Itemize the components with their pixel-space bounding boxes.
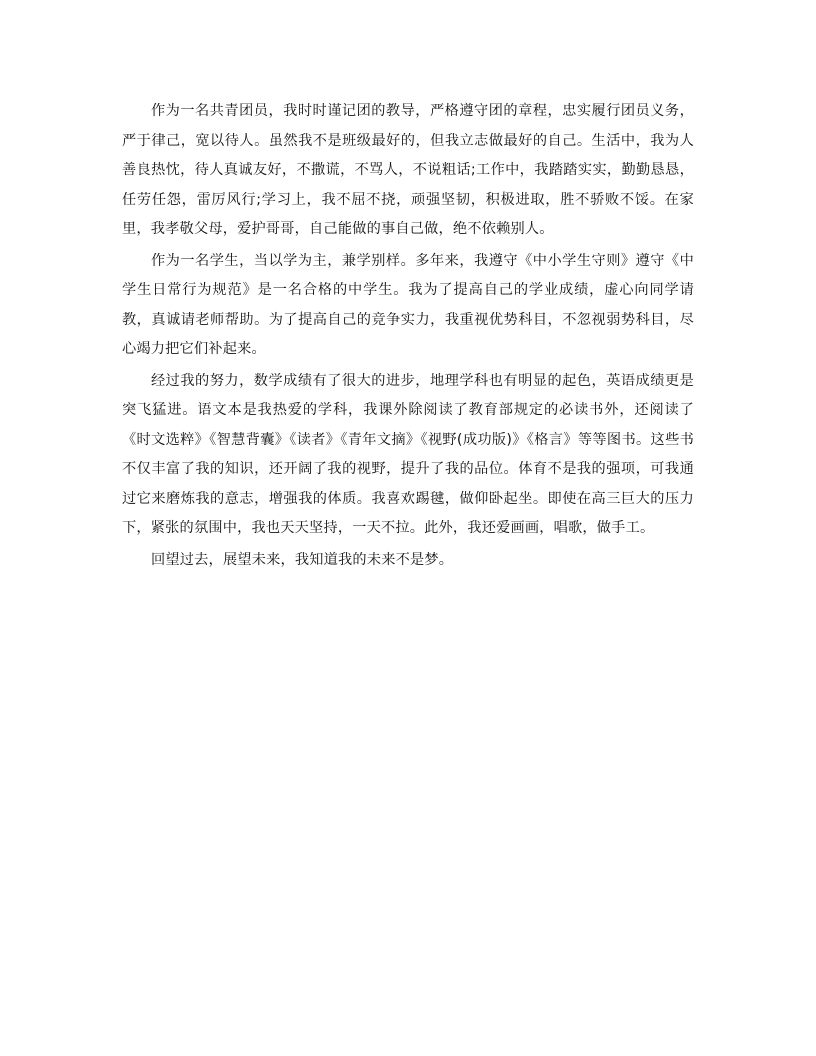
- paragraph-4: 回望过去，展望未来，我知道我的未来不是梦。: [151, 551, 454, 568]
- document-body: [122, 97, 694, 577]
- paragraph-2: 作为一名学生，当以学为主，兼学别样。多年来，我遵守《中小学生守则》遵守《中学生日常行为规范》是一名合格的中学生。我为了提高自己的学业成绩，虚心向同学请教，真诚请老师帮助。为了提高自己的竞争实力，我重视优势科目，不忽视弱势科目，尽心竭力把它们补起来。: [122, 252, 694, 357]
- paragraph-1: 作为一名共青团员，我时时谨记团的教导，严格遵守团的章程，忠实履行团员义务，严于律己，宽以待人。虽然我不是班级最好的，但我立志做最好的自己。生活中，我为人善良热忱，待人真诚友好，不撒谎，不骂人，不说粗话;工作中，我踏踏实实，勤勤恳恳，任劳任怨，雷厉风行;学习上，我不屈不挠，顽强坚韧，积极进取，胜不骄败不馁。在家里，我孝敬父母，爱护哥哥，自己能做的事自己做，绝不依赖别人。: [122, 103, 694, 237]
- paragraph-3: 经过我的努力，数学成绩有了很大的进步，地理学科也有明显的起色，英语成绩更是突飞猛进。语文本是我热爱的学科，我课外除阅读了教育部规定的必读书外，还阅读了《时文选粹》《智慧背囊》《读者》《青年文摘》《视野(成功版)》《格言》等等图书。这些书不仅丰富了我的知识，还开阔了我的视野，提升了我的品位。体育不是我的强项，可我通过它来磨炼我的意志，增强我的体质。我喜欢踢毽，做仰卧起坐。即使在高三巨大的压力下，紧张的氛围中，我也天天坚持，一天不拉。此外，我还爱画画，唱歌，做手工。: [122, 372, 694, 536]
